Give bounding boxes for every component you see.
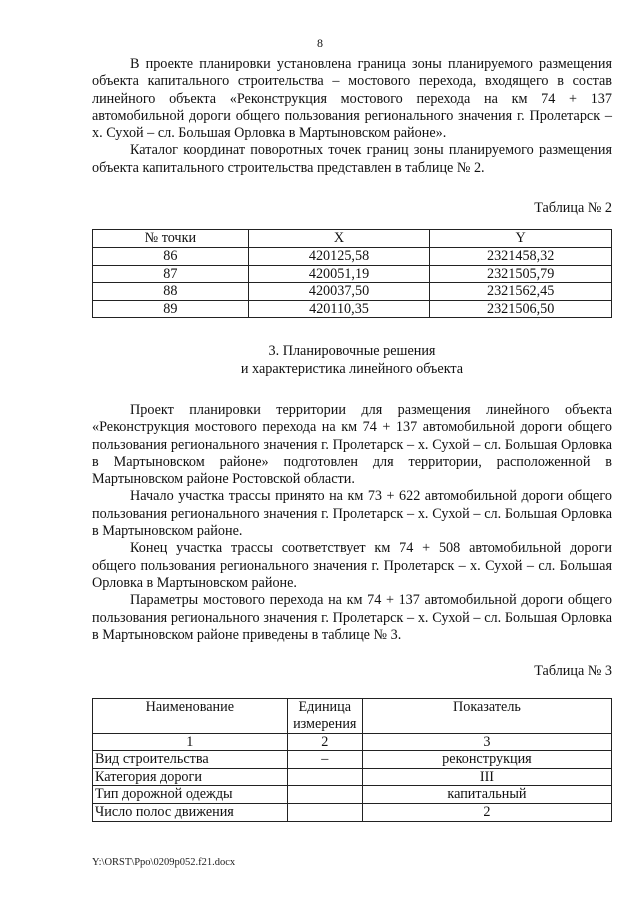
- table-row: [93, 265, 612, 283]
- table-row: [93, 300, 612, 318]
- table-row: [93, 803, 612, 821]
- table-header-row: [93, 699, 612, 733]
- intro-paragraph-1: В проекте планировки установлена граница зоны планируемого размещения объекта капитального строительства – мостового перехода, входящего в состав линейного объекта «Реконструкция мостового перехода на км 74 + 137 автомобильной дороги общего пользования регионального значения г. Пролетарск – х. Сухой – сл. Большая Орловка в Мартыновском районе».: [92, 56, 612, 142]
- cell-y: 2321562,45: [430, 283, 612, 301]
- intro-paragraph-2: Каталог координат поворотных точек границ зоны планируемого размещения объекта капитального строительства представлен в таблице № 2.: [92, 142, 612, 176]
- document-body: [92, 56, 612, 822]
- cell-point: 89: [93, 300, 249, 318]
- section-title-line-1: 3. Планировочные решения: [268, 343, 436, 360]
- cell-x: 420051,19: [248, 265, 430, 283]
- section-heading: [92, 343, 612, 378]
- header-point: № точки: [93, 230, 249, 248]
- file-path-footer: Y:\ORST\Ppo\0209p052.f21.docx: [92, 857, 236, 868]
- section-paragraph-2: Начало участка трассы принято на км 73 + 622 автомобильной дороги общего пользования регионального значения г. Пролетарск – х. Сухой – сл. Большая Орловка в Мартыновском районе.: [92, 488, 612, 540]
- section-paragraph-4: Параметры мостового перехода на км 74 + 137 автомобильной дороги общего пользования регионального значения г. Пролетарск – х. Сухой – сл. Большая Орловка в Мартыновском районе приведены в таблице № 3.: [92, 592, 612, 643]
- cell-x: 420125,58: [248, 247, 430, 265]
- cell-x: 420037,50: [248, 283, 430, 301]
- page-number: 8: [317, 36, 323, 50]
- cell-value: 2: [362, 803, 611, 821]
- table-header-row: [93, 230, 612, 248]
- coordinates-table: [92, 229, 612, 318]
- header-x: X: [248, 230, 430, 248]
- cell-unit: [287, 768, 362, 786]
- table3-caption: Таблица № 3: [534, 663, 612, 680]
- cell-point: 88: [93, 283, 249, 301]
- cell-unit: [287, 803, 362, 821]
- cell-y: 2321505,79: [430, 265, 612, 283]
- table2-caption: Таблица № 2: [534, 200, 612, 217]
- table-row: [93, 283, 612, 301]
- header-y: Y: [430, 230, 612, 248]
- table-row: [93, 786, 612, 804]
- section-title-line-2: и характеристика линейного объекта: [240, 360, 464, 377]
- cell-name: Число полос движения: [93, 803, 288, 821]
- table-row: [93, 751, 612, 769]
- cell-name: Вид строительства: [93, 751, 288, 769]
- header-unit: Единица измерения: [287, 699, 362, 733]
- cell-name: Тип дорожной одежды: [93, 786, 288, 804]
- parameters-table: [92, 698, 612, 821]
- table-row: [93, 768, 612, 786]
- column-number: 1: [93, 733, 288, 751]
- table-row: [93, 247, 612, 265]
- section-paragraph-1: Проект планировки территории для размещения линейного объекта «Реконструкция мостового перехода на км 74 + 137 автомобильной дороги общего пользования регионального значения г. Пролетарск – х. Сухой – сл. Большая Орловка в Мартыновском районе» подготовлен для территории, расположенной в Мартыновском районе Ростовской области.: [92, 401, 612, 488]
- section-paragraph-3: Конец участка трассы соответствует км 74 + 508 автомобильной дороги общего пользования регионального значения г. Пролетарск – х. Сухой – сл. Большая Орловка в Мартыновском районе.: [92, 540, 612, 591]
- cell-y: 2321506,50: [430, 300, 612, 318]
- cell-unit: –: [287, 751, 362, 769]
- header-value: Показатель: [362, 699, 611, 733]
- cell-y: 2321458,32: [430, 247, 612, 265]
- column-number-row: [93, 733, 612, 751]
- cell-value: реконструкция: [362, 751, 611, 769]
- cell-x: 420110,35: [248, 300, 430, 318]
- cell-name: Категория дороги: [93, 768, 288, 786]
- header-name: Наименование: [93, 699, 288, 733]
- column-number: 3: [362, 733, 611, 751]
- cell-value: капитальный: [362, 786, 611, 804]
- cell-point: 86: [93, 247, 249, 265]
- column-number: 2: [287, 733, 362, 751]
- cell-point: 87: [93, 265, 249, 283]
- cell-value: III: [362, 768, 611, 786]
- cell-unit: [287, 786, 362, 804]
